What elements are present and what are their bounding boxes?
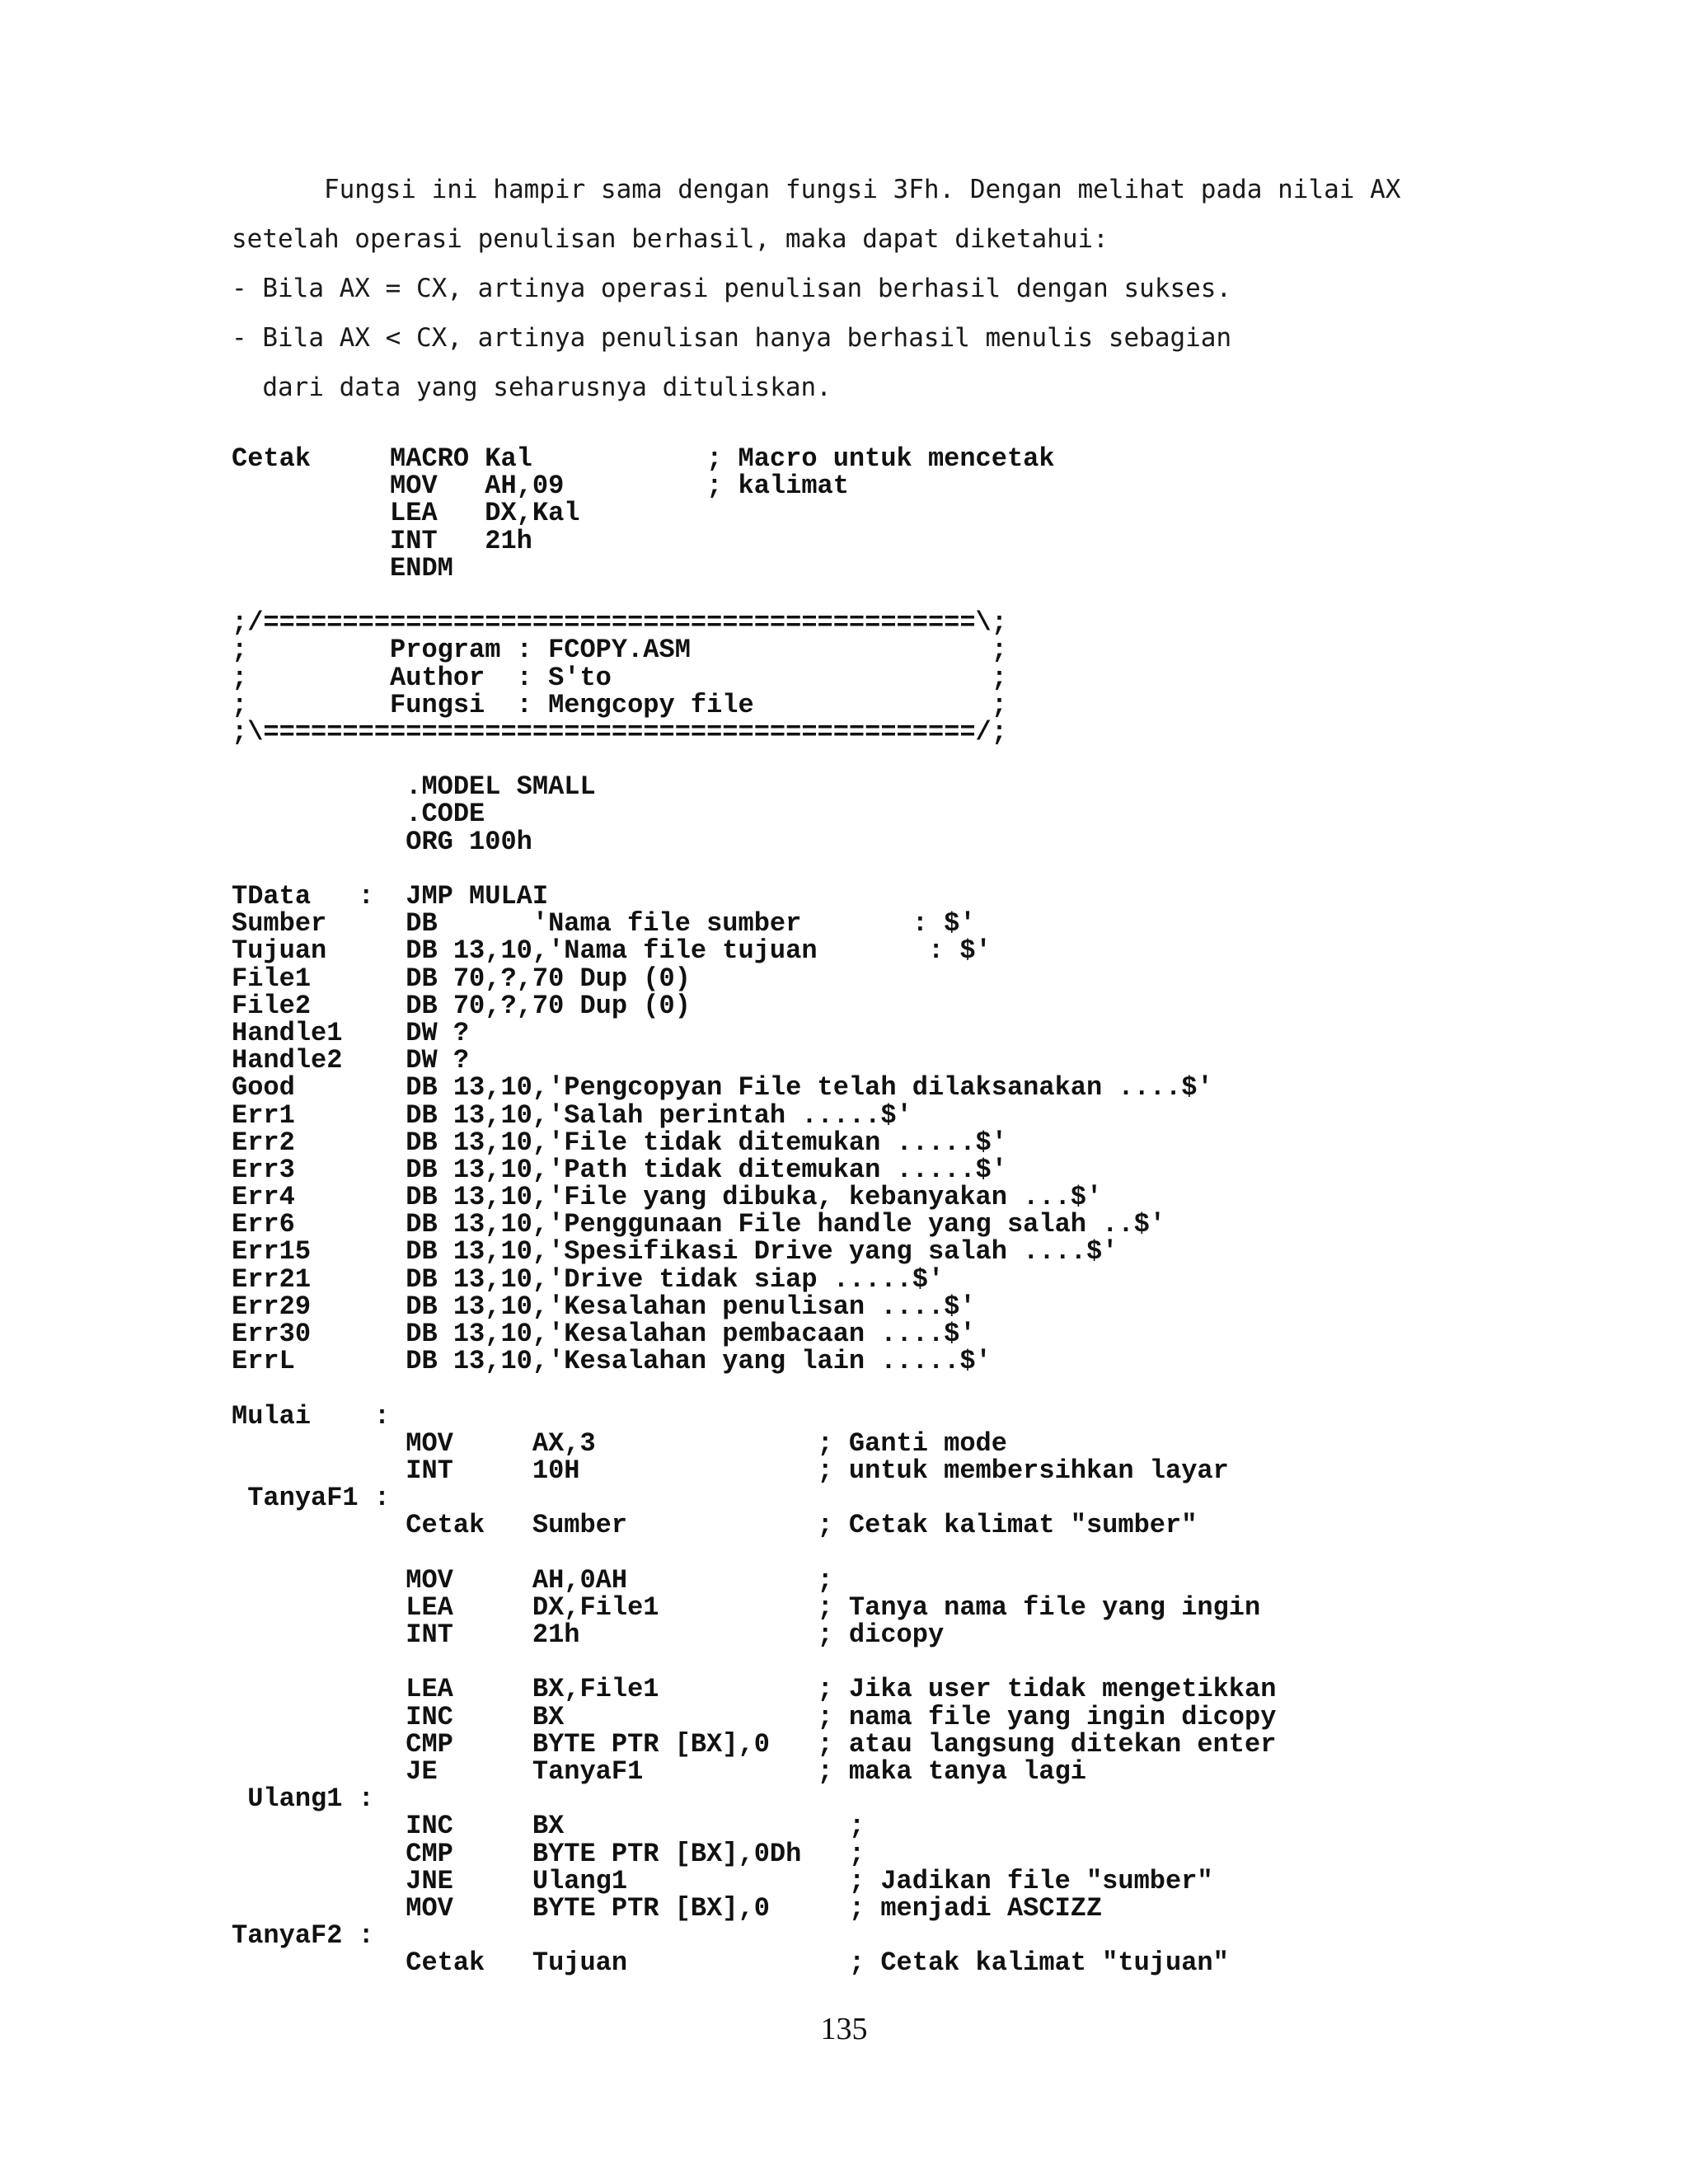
code-line [232, 1648, 1633, 1675]
code-line: Good DB 13,10,'Pengcopyan File telah dilaksanakan ....$' [232, 1072, 1213, 1104]
code-line: Err3 DB 13,10,'Path tidak ditemukan .....$' [232, 1154, 1007, 1185]
bullet-item: - Bila AX < CX, artinya penulisan hanya berhasil menulis sebagian [232, 323, 1232, 353]
code-line: TanyaF1 : [232, 1483, 391, 1514]
code-line: Err1 DB 13,10,'Salah perintah .....$' [232, 1099, 912, 1131]
code-line [232, 855, 1633, 883]
code-listing [232, 445, 1633, 1977]
code-line: ;\=============================================/; [232, 716, 1007, 748]
code-line: Tujuan DB 13,10,'Nama file tujuan : $' [232, 935, 992, 967]
code-line: ENDM [232, 552, 453, 583]
code-line: INC BX ; nama file yang ingin dicopy [232, 1701, 1277, 1732]
code-line: ;/=============================================\; [232, 607, 1007, 639]
code-line: INT 10H ; untuk membersihkan layar [232, 1455, 1229, 1486]
code-line: File1 DB 70,?,70 Dup (0) [232, 963, 691, 994]
code-line: MOV AH,09 ; kalimat [232, 471, 849, 502]
code-line [232, 582, 1633, 609]
code-line: MOV AX,3 ; Ganti mode [232, 1427, 1007, 1459]
intro-line: setelah operasi penulisan berhasil, maka dapat diketahui: [232, 224, 1109, 254]
code-line: INC BX ; [232, 1811, 865, 1842]
code-line: .CODE [232, 799, 485, 830]
code-line: CMP BYTE PTR [BX],0Dh ; [232, 1838, 865, 1869]
code-line: Handle2 DW ? [232, 1045, 470, 1076]
intro-line: Fungsi ini hampir sama dengan fungsi 3Fh. Dengan melihat pada nilai AX [232, 175, 1401, 204]
bullet-continuation: dari data yang seharusnya dituliskan. [232, 373, 832, 402]
code-line: LEA BX,File1 ; Jika user tidak mengetikkan [232, 1674, 1277, 1705]
code-line [232, 1375, 1633, 1402]
code-line: .MODEL SMALL [232, 771, 596, 803]
code-line: TanyaF2 : [232, 1920, 374, 1952]
code-line: Cetak Sumber ; Cetak kalimat "sumber" [232, 1510, 1198, 1541]
code-line: LEA DX,Kal [232, 498, 580, 529]
code-line: TData : JMP MULAI [232, 881, 549, 912]
code-line: ORG 100h [232, 826, 532, 857]
code-line: File2 DB 70,?,70 Dup (0) [232, 990, 691, 1021]
code-line: JE TanyaF1 ; maka tanya lagi [232, 1756, 1086, 1787]
code-line: Err15 DB 13,10,'Spesifikasi Drive yang salah ....$' [232, 1236, 1118, 1268]
code-line: Err2 DB 13,10,'File tidak ditemukan .....$' [232, 1127, 1007, 1158]
code-line: Handle1 DW ? [232, 1017, 470, 1048]
code-line: Cetak Tujuan ; Cetak kalimat "tujuan" [232, 1947, 1229, 1979]
code-line: Err4 DB 13,10,'File yang dibuka, kebanyakan ...$' [232, 1182, 1103, 1213]
code-line: Ulang1 : [232, 1783, 374, 1815]
code-line: JNE Ulang1 ; Jadikan file "sumber" [232, 1865, 1213, 1896]
code-line: Err29 DB 13,10,'Kesalahan penulisan ....$' [232, 1291, 976, 1322]
code-line: ErrL DB 13,10,'Kesalahan yang lain .....$' [232, 1346, 992, 1377]
code-line: MOV AH,0AH ; [232, 1564, 833, 1596]
code-line: MOV BYTE PTR [BX],0 ; menjadi ASCIZZ [232, 1892, 1103, 1924]
code-line: Mulai : [232, 1400, 391, 1432]
code-line: Err30 DB 13,10,'Kesalahan pembacaan ....$' [232, 1319, 976, 1349]
code-line: ; Fungsi : Mengcopy file ; [232, 689, 1007, 720]
code-line: INT 21h [232, 525, 532, 556]
code-line: Err21 DB 13,10,'Drive tidak siap .....$' [232, 1263, 945, 1295]
code-line: INT 21h ; dicopy [232, 1619, 945, 1651]
code-line: ; Author : S'to ; [232, 662, 1007, 693]
bullet-item: - Bila AX = CX, artinya operasi penulisan berhasil dengan sukses. [232, 274, 1232, 303]
code-line: Sumber DB 'Nama file sumber : $' [232, 908, 976, 940]
code-line: Err6 DB 13,10,'Penggunaan File handle yang salah ..$' [232, 1209, 1165, 1240]
page-number: 135 [820, 2012, 868, 2046]
code-line: LEA DX,File1 ; Tanya nama file yang ingin [232, 1591, 1261, 1623]
intro-paragraph [232, 165, 1550, 412]
code-line: CMP BYTE PTR [BX],0 ; atau langsung ditekan enter [232, 1728, 1277, 1760]
code-line [232, 746, 1633, 773]
code-line: ; Program : FCOPY.ASM ; [232, 635, 1007, 666]
code-line: Cetak MACRO Kal ; Macro untuk mencetak [232, 443, 1055, 474]
code-line [232, 1540, 1633, 1567]
